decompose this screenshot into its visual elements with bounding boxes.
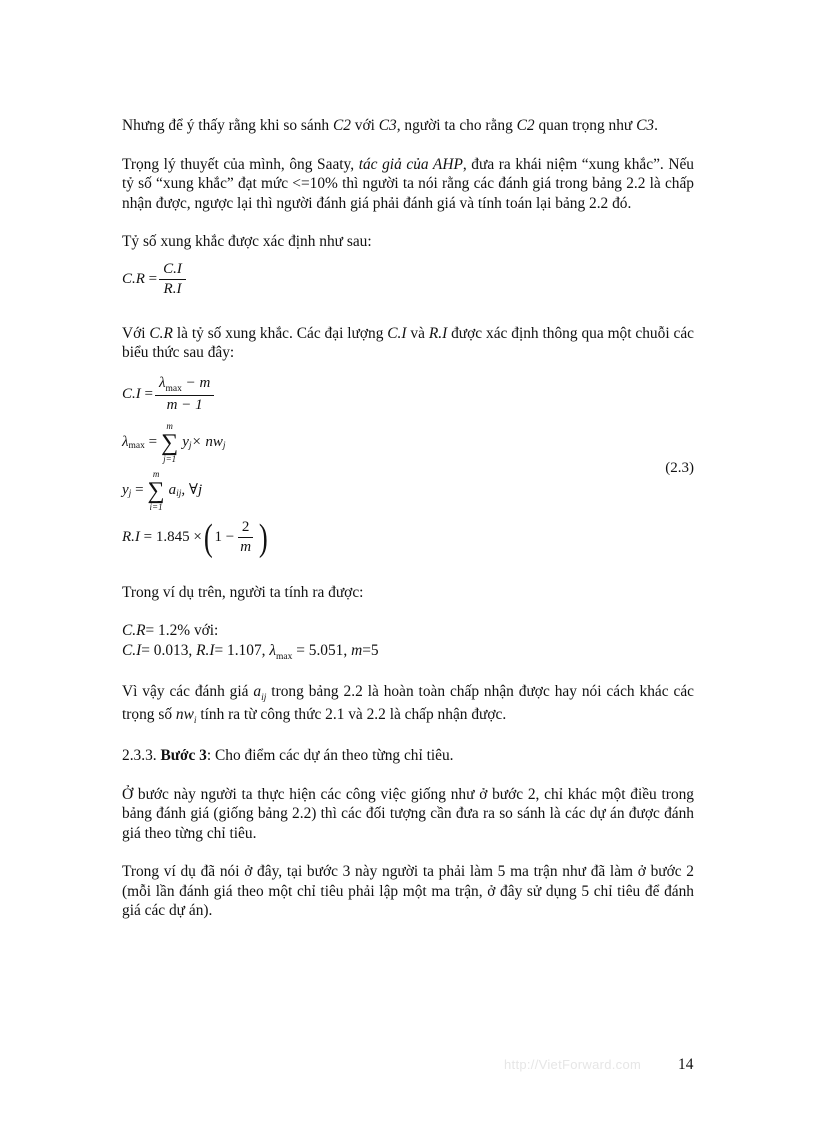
paragraph-conclusion: Vì vậy các đánh giá $a_{ij}$ trong bảng 2.2 là hoàn toàn chấp nhận được hay nói cách khác các trọng số $nw_i$ tính ra từ công thức 2.1 và 2.2 là chấp nhận được. (122, 683, 694, 726)
paragraph-cr-definition: Với C.R là tỷ số xung khắc. Các đại lượng C.I và R.I được xác định thông qua một chuỗi các biểu thức sau đây: (122, 324, 694, 361)
fraction-ri: $\frac{2}{m}$ (236, 519, 255, 556)
paragraph-step-3-body: Ở bước này người ta thực hiện các công việc giống như ở bước 2, chỉ khác một điều trong bảng đánh giá (giống bảng 2.2) thì các đối tượng cần đưa ra so sánh là các dự án được đánh giá theo từng chỉ tiêu. (122, 785, 694, 842)
equation-block-2-3 (122, 371, 694, 561)
paragraph-ratio-intro: Tỷ số xung khắc được xác định như sau: (122, 233, 372, 250)
equation-lambda-max: λ max = m ∑ j=1 y j × nw j (122, 420, 226, 464)
equation-yj: y j = m ∑ i=1 a ij , ∀j (122, 468, 203, 512)
page-content (122, 116, 694, 940)
sigma-symbol: m ∑ j=1 (161, 420, 179, 464)
paragraph-c2-c3: Nhưng để ý thấy rằng khi so sánh C2 với C3, người ta cho rằng C2 quan trọng như C3. (122, 117, 658, 134)
paragraph-example-result: Trong ví dụ trên, người ta tính ra được: (122, 583, 364, 601)
equation-ci: C.I = $\frac{\lambda_{max} - m}{m - 1}$ (122, 371, 694, 419)
fraction-ci: $\frac{\lambda_{max} - m}{m - 1}$ (155, 375, 214, 414)
equation-ri: R.I = 1.845 × ( 1 − $\frac{2}{m}$ ) (122, 516, 268, 559)
page-number: 14 (678, 1056, 694, 1073)
section-heading-step-3: 2.3.3. Bước 3: Cho điểm các dự án theo từng chỉ tiêu. (122, 747, 454, 764)
paragraph-saaty: Trọng lý thuyết của mình, ông Saaty, tác giả của AHP, đưa ra khái niệm “xung khắc”. Nếu tỷ số “xung khắc” đạt mức <=10% thì người ta nói rằng các đánh giá trong bảng 2.2 là chấp nhận được, ngược lại thì người đánh giá phải đánh giá và tính toán lại bảng 2.2 đó. (122, 155, 694, 212)
watermark: http://VietForward.com (504, 1057, 642, 1072)
equation-number: (2.3) (665, 459, 694, 476)
fraction-cr: $\frac{C.I}{R.I}$ (159, 261, 186, 298)
paragraph-values: C.R= 1.2% với: C.I= 0.013, R.I= 1.107, $\lambda_{max} = 5.051$, m=5 (122, 622, 379, 662)
sigma-symbol: m ∑ i=1 (147, 468, 165, 512)
equation-cr: C.R = $\frac{C.I}{R.I}$ (122, 258, 694, 302)
paragraph-step-3-example: Trong ví dụ đã nói ở đây, tại bước 3 này người ta phải làm 5 ma trận như đã làm ở bước 2 (mỗi lần đánh giá theo một chỉ tiêu phải lập một ma trận, ở đây sử dụng 5 chỉ tiêu để đánh giá các dự án). (122, 863, 694, 919)
